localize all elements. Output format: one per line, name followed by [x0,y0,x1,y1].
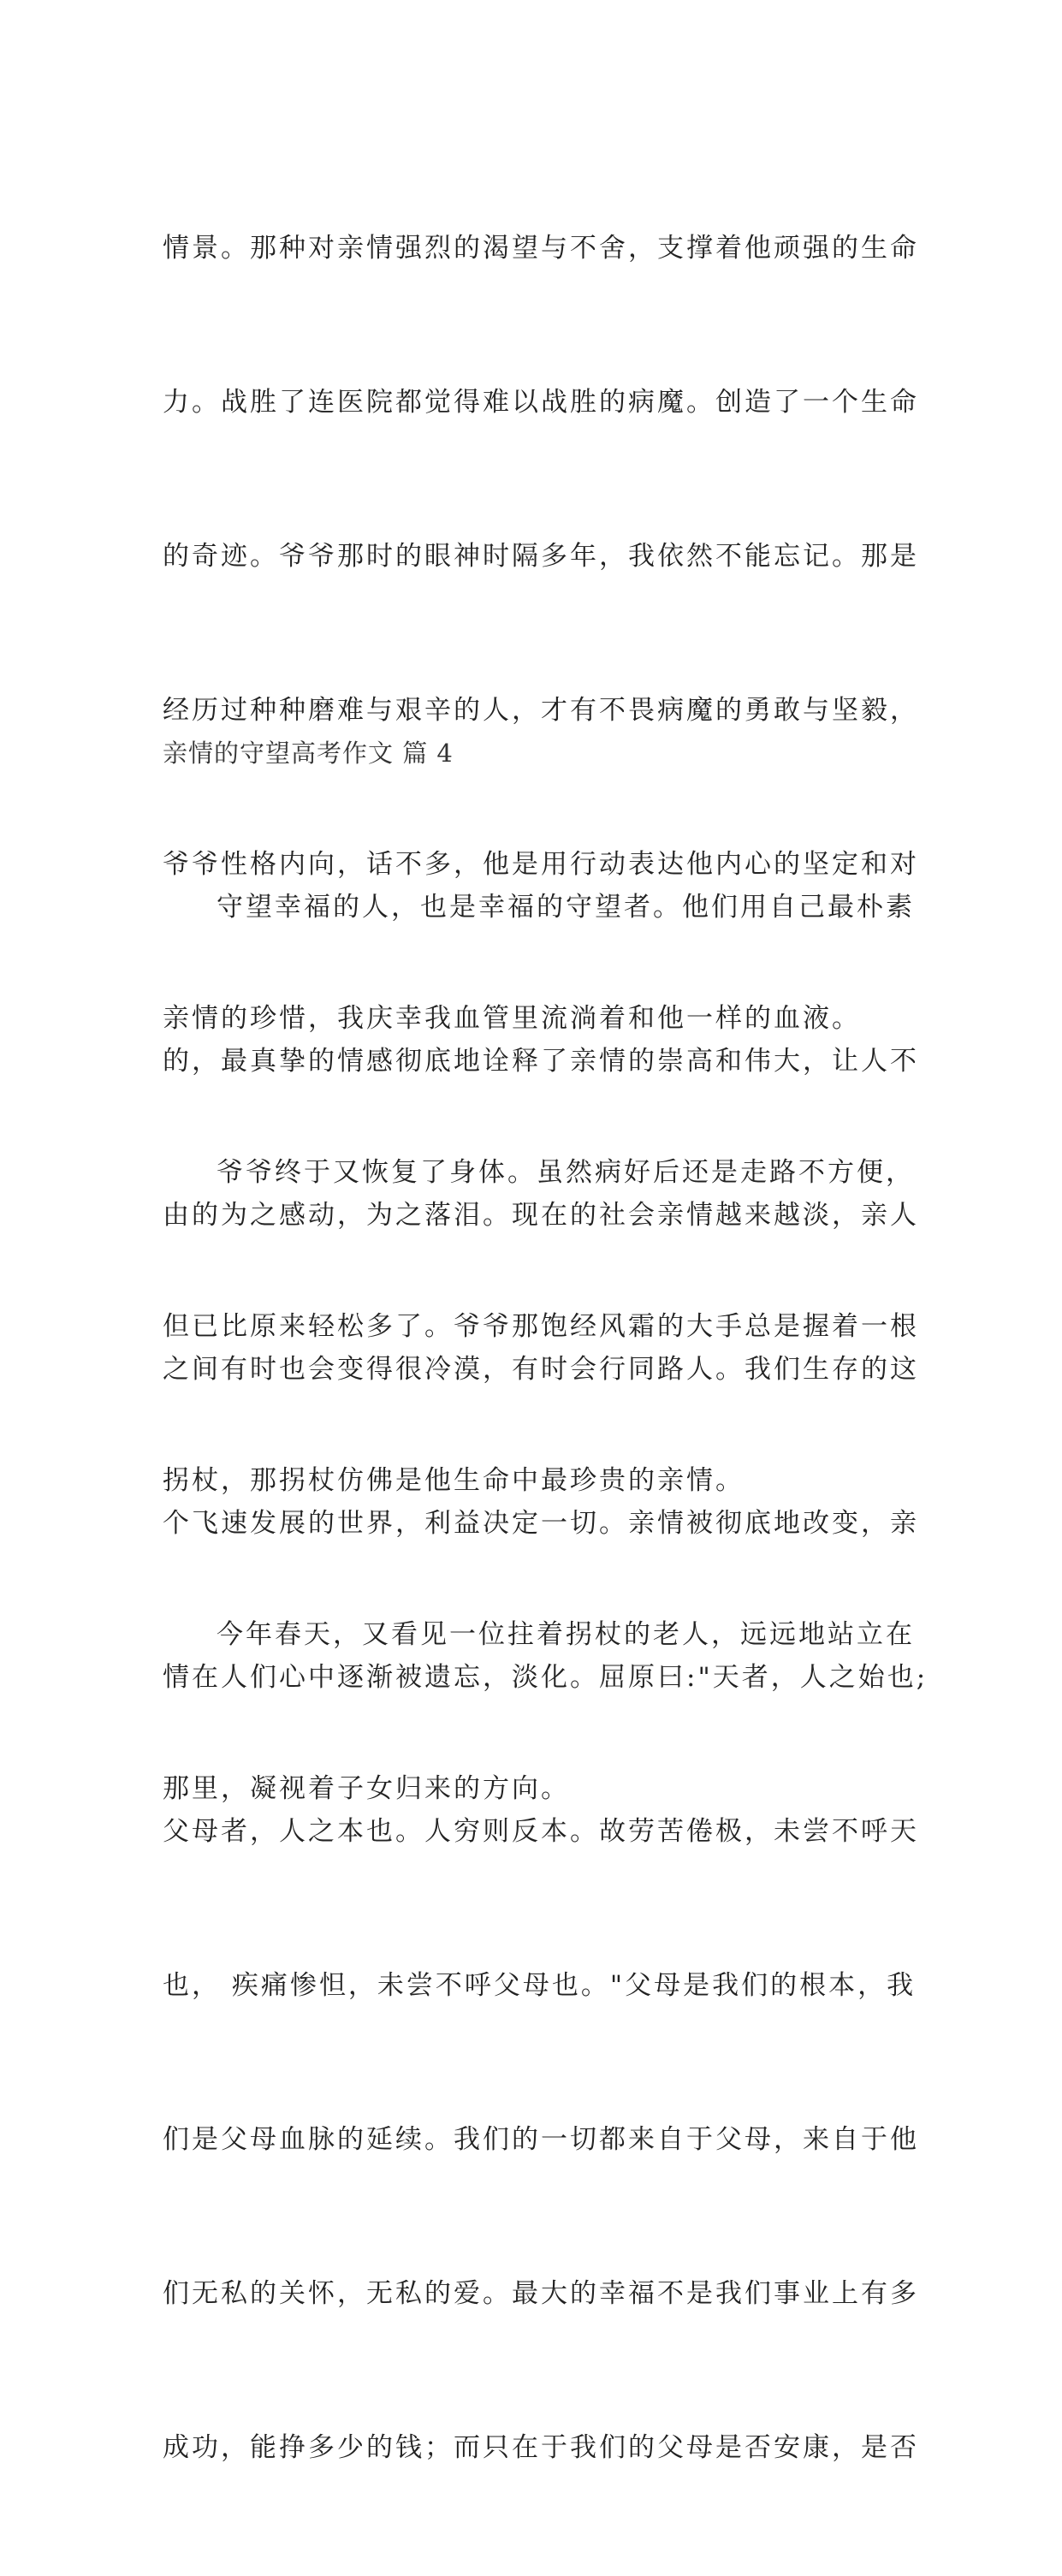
paragraph-line: 个飞速发展的世界，利益决定一切。亲情被彻底地改变，亲 [163,1508,919,1539]
paragraph-line: 成功，能挣多少的钱；而只在于我们的父母是否安康，是否 [163,2432,919,2463]
paragraph-line: 父母者，人之本也。人穷则反本。故劳苦倦极，未尝不呼天 [163,1816,919,1847]
paragraph-line: 力。战胜了连医院都觉得难以战胜的病魔。创造了一个生命 [163,387,919,418]
paragraph-line: 守望幸福的人，也是幸福的守望者。他们用自己最朴素 [217,892,915,923]
paragraph-line: 今年春天，又看见一位拄着拐杖的老人，远远地站立在 [217,1619,915,1650]
section-heading: 亲情的守望高考作文 篇 4 [163,739,454,768]
paragraph-line: 亲情的珍惜，我庆幸我血管里流淌着和他一样的血液。 [163,1003,861,1034]
paragraph-line: 情景。那种对亲情强烈的渴望与不舍，支撑着他顽强的生命 [163,233,919,264]
paragraph-line: 拐杖，那拐杖仿佛是他生命中最珍贵的亲情。 [163,1465,745,1496]
paragraph-line: 那里，凝视着子女归来的方向。 [163,1773,570,1804]
paragraph-line: 们无私的关怀，无私的爱。最大的幸福不是我们事业上有多 [163,2278,919,2309]
paragraph-line: 经历过种种磨难与艰辛的人，才有不畏病魔的勇敢与坚毅， [163,695,919,726]
paragraph-line: 也， 疾痛惨怛，未尝不呼父母也。"父母是我们的根本，我 [163,1970,917,2001]
paragraph-line: 但已比原来轻松多了。爷爷那饱经风霜的大手总是握着一根 [163,1311,919,1342]
paragraph-line: 的，最真挚的情感彻底地诠释了亲情的崇高和伟大，让人不 [163,1046,919,1077]
paragraph-line: 由的为之感动，为之落泪。现在的社会亲情越来越淡，亲人 [163,1200,919,1231]
section2-body [163,779,929,2576]
paragraph-line: 们是父母血脉的延续。我们的一切都来自于父母，来自于他 [163,2124,919,2155]
paragraph-line: 之间有时也会变得很冷漠，有时会行同路人。我们生存的这 [163,1354,919,1385]
paragraph-line: 爷爷性格内向，话不多，他是用行动表达他内心的坚定和对 [163,849,919,880]
paragraph-line: 情在人们心中逐渐被遗忘，淡化。屈原曰:"天者，人之始也; [163,1662,929,1693]
paragraph-line: 爷爷终于又恢复了身体。虽然病好后还是走路不方便， [217,1157,915,1188]
paragraph-line: 的奇迹。爷爷那时的眼神时隔多年，我依然不能忘记。那是 [163,541,919,572]
